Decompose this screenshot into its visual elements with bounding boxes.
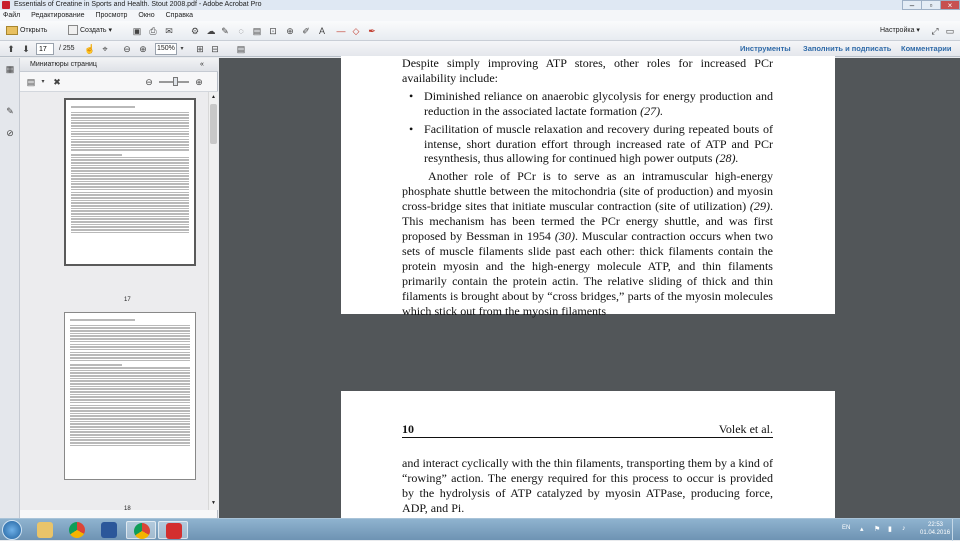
save-icon[interactable]: ▣ [132, 26, 142, 36]
clock-date[interactable]: 01.04.2016 [920, 530, 951, 536]
zoom-out-icon[interactable]: ⊖ [123, 44, 131, 54]
previous-page-icon[interactable]: ⬆ [7, 44, 15, 54]
zoom-in-icon[interactable]: ⊕ [139, 44, 147, 54]
navigation-pane-strip [0, 58, 20, 518]
attachments-icon[interactable]: ✎ [6, 106, 14, 116]
comment-bubble-icon[interactable]: ◌ [238, 26, 244, 36]
citation-ref: (30) [554, 228, 575, 243]
page-total: / 255 [59, 45, 75, 52]
zoom-out-thumbs-icon[interactable]: ⊖ [145, 77, 153, 87]
zoom-in-thumbs-icon[interactable]: ⊕ [195, 77, 203, 87]
taskbar-word[interactable] [94, 521, 124, 539]
expand-icon[interactable]: ⤢ [931, 26, 939, 36]
read-mode-icon[interactable]: ▤ [236, 44, 246, 54]
chrome-icon [69, 522, 85, 538]
create-button[interactable]: Создать ▾ [68, 23, 112, 39]
thumbnails-panel [20, 58, 218, 518]
menu-view[interactable]: Просмотр [95, 12, 128, 19]
taskbar-explorer[interactable] [30, 521, 60, 539]
clock-time[interactable]: 22:53 [928, 522, 944, 528]
citation-ref: (28). [715, 151, 739, 166]
options-chevron-icon[interactable]: ▾ [41, 79, 45, 85]
taskbar [0, 518, 960, 540]
maximize-button[interactable]: ▫ [921, 0, 941, 10]
navigation-toolbar [0, 41, 960, 57]
select-tool-icon[interactable]: ⌖ [102, 44, 108, 54]
fit-page-icon[interactable]: ⊞ [196, 44, 204, 54]
menu-window[interactable]: Окно [138, 12, 155, 19]
panel-title: Миниатюры страниц [30, 61, 97, 68]
folder-icon [37, 522, 53, 538]
acrobat-app-icon [2, 1, 10, 9]
paragraph-pcr-shuttle: Another role of PCr is to serve as an intramuscular high-energy phosphate shuttle between the mitochondria (site of production) and myosin cross-bridge sites that initiate muscular contraction (site of utilization) (29). This mechanism has been termed the PCr energy shuttle, and was first proposed by Bessman in 1954 (30). Muscular contraction occurs when two sets of muscle filaments slide past each other: thick filaments contain the protein myosin and the high-energy molecule ATP, and thin filaments primarily contain the protein actin. The relative sliding of thick and thin filaments is brought about by “cross bridges,” parts of the myosin molecules which stick out from the myosin filaments [402, 169, 773, 318]
bullet-item: • Facilitation of muscle relaxation and recovery during repeated bouts of intense, short duration effort through increased rate of ATP and PCr resynthesis, thus allowing for continued high power outputs (28). [402, 122, 773, 167]
settings-icon[interactable]: ⚙ [190, 26, 200, 36]
print-icon[interactable]: ⎙ [149, 26, 157, 36]
eraser-icon[interactable]: ◇ [352, 26, 360, 36]
taskbar-chrome-window[interactable] [126, 521, 156, 539]
hand-tool-icon[interactable]: ☝ [84, 44, 96, 54]
text-icon[interactable]: A [318, 26, 325, 36]
zoom-select[interactable]: 150% [155, 43, 177, 55]
fit-width-icon[interactable]: ⊟ [211, 44, 219, 54]
scroll-thumb[interactable] [210, 104, 217, 144]
open-button[interactable]: Открыть [6, 23, 47, 39]
sticky-note-icon[interactable]: ▤ [252, 26, 262, 36]
acrobat-icon [166, 523, 182, 539]
network-icon[interactable]: ▮ [888, 526, 892, 533]
tools-link[interactable]: Инструменты [740, 44, 791, 53]
bookmarks-icon[interactable]: ⊘ [6, 128, 14, 138]
line-icon[interactable]: — [336, 26, 346, 36]
thumbnail-label-17: 17 [124, 297, 131, 303]
menu-bar [0, 10, 960, 21]
create-pdf-icon [68, 25, 78, 35]
stamp-icon[interactable]: ⊡ [269, 26, 277, 36]
panel-tools [20, 72, 218, 92]
paragraph-intro: Despite simply improving ATP stores, other roles for increased PCr availability include: [402, 56, 773, 85]
chrome-icon [134, 523, 150, 539]
markup-icon[interactable]: ⊕ [286, 26, 294, 36]
show-desktop-button[interactable] [952, 519, 960, 541]
word-icon [101, 522, 117, 538]
email-icon[interactable]: ✉ [165, 26, 173, 36]
fill-sign-link[interactable]: Заполнить и подписать [803, 44, 892, 53]
scroll-down-icon[interactable]: ▼ [211, 500, 216, 506]
collapse-panel-icon[interactable]: « [200, 61, 204, 68]
bullet-item: • Diminished reliance on anaerobic glycolysis for energy production and reduction in the associated lactate formation (27). [402, 89, 773, 119]
volume-icon[interactable]: ♪ [902, 525, 906, 532]
close-button[interactable]: × [940, 0, 960, 10]
document-view[interactable] [219, 58, 960, 520]
thumbnail-page-18[interactable] [64, 312, 196, 480]
menu-edit[interactable]: Редактирование [31, 12, 85, 19]
citation-ref: (27). [640, 103, 664, 118]
pencil-icon[interactable]: ✎ [221, 26, 229, 36]
taskbar-chrome[interactable] [62, 521, 92, 539]
window-title: Essentials of Creatine in Sports and Health. Stout 2008.pdf - Adobe Acrobat Pro [14, 1, 262, 8]
highlight-icon[interactable]: ✐ [302, 26, 310, 36]
page-thumbnails-icon[interactable]: ▦ [5, 64, 15, 74]
minimize-button[interactable]: – [902, 0, 922, 10]
thumbnail-label-18: 18 [124, 506, 131, 512]
taskbar-acrobat[interactable] [158, 521, 188, 539]
panel-scrollbar[interactable] [208, 92, 218, 510]
thumb-size-slider[interactable] [159, 81, 189, 83]
comments-link[interactable]: Комментарии [901, 44, 952, 53]
next-page-icon[interactable]: ⬇ [22, 44, 30, 54]
page-number-input[interactable] [36, 43, 54, 55]
slider-handle[interactable] [173, 77, 178, 86]
document-page-10 [341, 391, 835, 523]
main-toolbar [0, 21, 960, 41]
scroll-up-icon[interactable]: ▲ [211, 94, 216, 100]
language-indicator[interactable]: EN [842, 525, 851, 531]
delete-page-icon[interactable]: ✖ [53, 77, 61, 87]
tray-arrow-icon[interactable]: ▴ [860, 526, 864, 533]
restore-icon[interactable]: ▭ [945, 26, 955, 36]
options-icon[interactable]: ▤ [26, 77, 36, 87]
citation-ref: (29) [749, 199, 770, 214]
folder-open-icon [6, 26, 18, 35]
thumbnail-list [20, 92, 208, 510]
customize-button[interactable]: Настройка ▾ [880, 27, 920, 34]
panel-header [20, 58, 218, 72]
thumbnail-page-17[interactable] [64, 98, 196, 266]
draw-icon[interactable]: ✒ [368, 26, 376, 36]
start-button[interactable] [2, 520, 22, 540]
running-head: Volek et al. [718, 422, 773, 436]
page-number: 10 [402, 422, 415, 436]
chevron-down-icon[interactable]: ▾ [180, 46, 184, 52]
title-bar [0, 0, 960, 10]
document-page-9 [341, 56, 835, 318]
comment-icon[interactable]: ☁ [206, 26, 216, 36]
bullet-list [402, 89, 773, 167]
menu-file[interactable]: Файл [3, 12, 21, 19]
flag-icon[interactable]: ⚑ [874, 526, 881, 533]
menu-help[interactable]: Справка [165, 12, 194, 19]
running-header [402, 422, 773, 438]
paragraph-rowing: and interact cyclically with the thin filaments, transporting them by a kind of “rowing” action. The energy required for this process to occur is provided by the hydrolysis of ATP catalyzed by myosin ATPase, producing force, ADP, and Pi. [402, 456, 773, 515]
